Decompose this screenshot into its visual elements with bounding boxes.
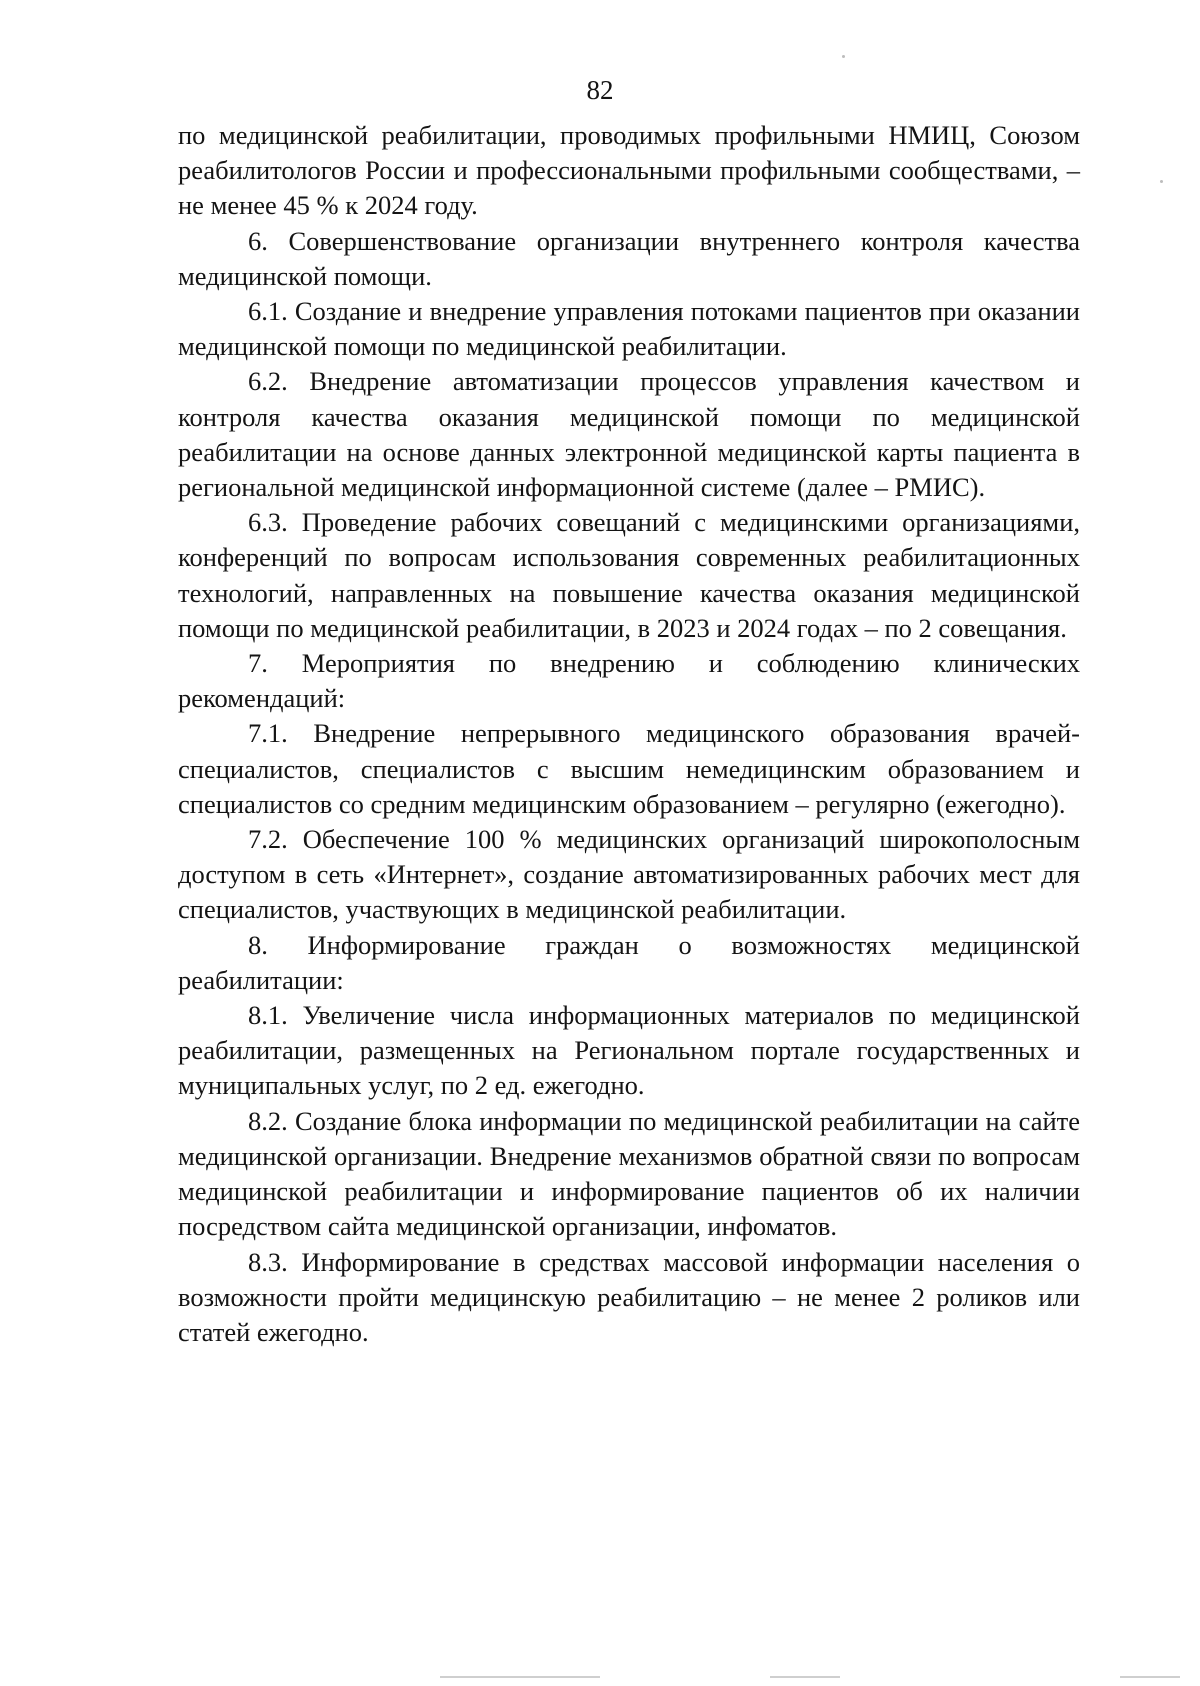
paragraph-item-6: 6. Совершенствование организации внутреннего контроля качества медицинской помощи. [178,225,1080,291]
paragraph-item-7: 7. Мероприятия по внедрению и соблюдению клинических рекомендаций: [178,648,1080,714]
paragraph-item-7-1: 7.1. Внедрение непрерывного медицинского образования врачей-специалистов, специалистов с высшим немедицинским образованием и специалистов со средним медицинским образованием – регулярно (ежегодно). [178,718,1080,819]
paragraph-item-8-3: 8.3. Информирование в средствах массовой информации населения о возможности пройти медицинскую реабилитацию – не менее 2 роликов или статей ежегодно. [178,1246,1080,1347]
paragraph-item-6-3: 6.3. Проведение рабочих совещаний с медицинскими организациями, конференций по вопросам использования современных реабилитационных технологий, направленных на повышение качества оказания медицинской помощи по медицинской реабилитации, в 2023 и 2024 годах – по 2 совещания. [178,507,1080,643]
paragraph-item-7-2: 7.2. Обеспечение 100 % медицинских организаций широкополосным доступом в сеть «Интернет», создание автоматизированных рабочих мест для специалистов, участвующих в медицинской реабилитации. [178,824,1080,925]
document-body [178,118,1080,1350]
paragraph-item-6-1: 6.1. Создание и внедрение управления потоками пациентов при оказании медицинской помощи по медицинской реабилитации. [178,296,1080,362]
scan-speck [1160,180,1163,183]
paragraph-continuation: по медицинской реабилитации, проводимых профильными НМИЦ, Союзом реабилитологов России и профессиональными профильными сообществами, – не менее 45 % к 2024 году. [178,120,1080,221]
scan-artifact [770,1676,840,1678]
paragraph-item-8-2: 8.2. Создание блока информации по медицинской реабилитации на сайте медицинской организации. Внедрение механизмов обратной связи по вопросам медицинской реабилитации и информирование пациентов об их наличии посредством сайта медицинской организации, инфоматов. [178,1105,1080,1242]
paragraph-item-8-1: 8.1. Увеличение числа информационных материалов по медицинской реабилитации, размещенных на Региональном портале государственных и муниципальных услуг, по 2 ед. ежегодно. [178,1000,1080,1101]
scan-artifact [1120,1676,1180,1678]
paragraph-item-6-2: 6.2. Внедрение автоматизации процессов управления качеством и контроля качества оказания медицинской помощи по медицинской реабилитации на основе данных электронной медицинской карты пациента в региональной медицинской информационной системе (далее – РМИС). [178,366,1080,503]
paragraph-item-8: 8. Информирование граждан о возможностях медицинской реабилитации: [178,929,1080,995]
page-number: 82 [586,75,614,105]
scan-artifact [440,1676,600,1678]
scan-speck [842,55,845,58]
